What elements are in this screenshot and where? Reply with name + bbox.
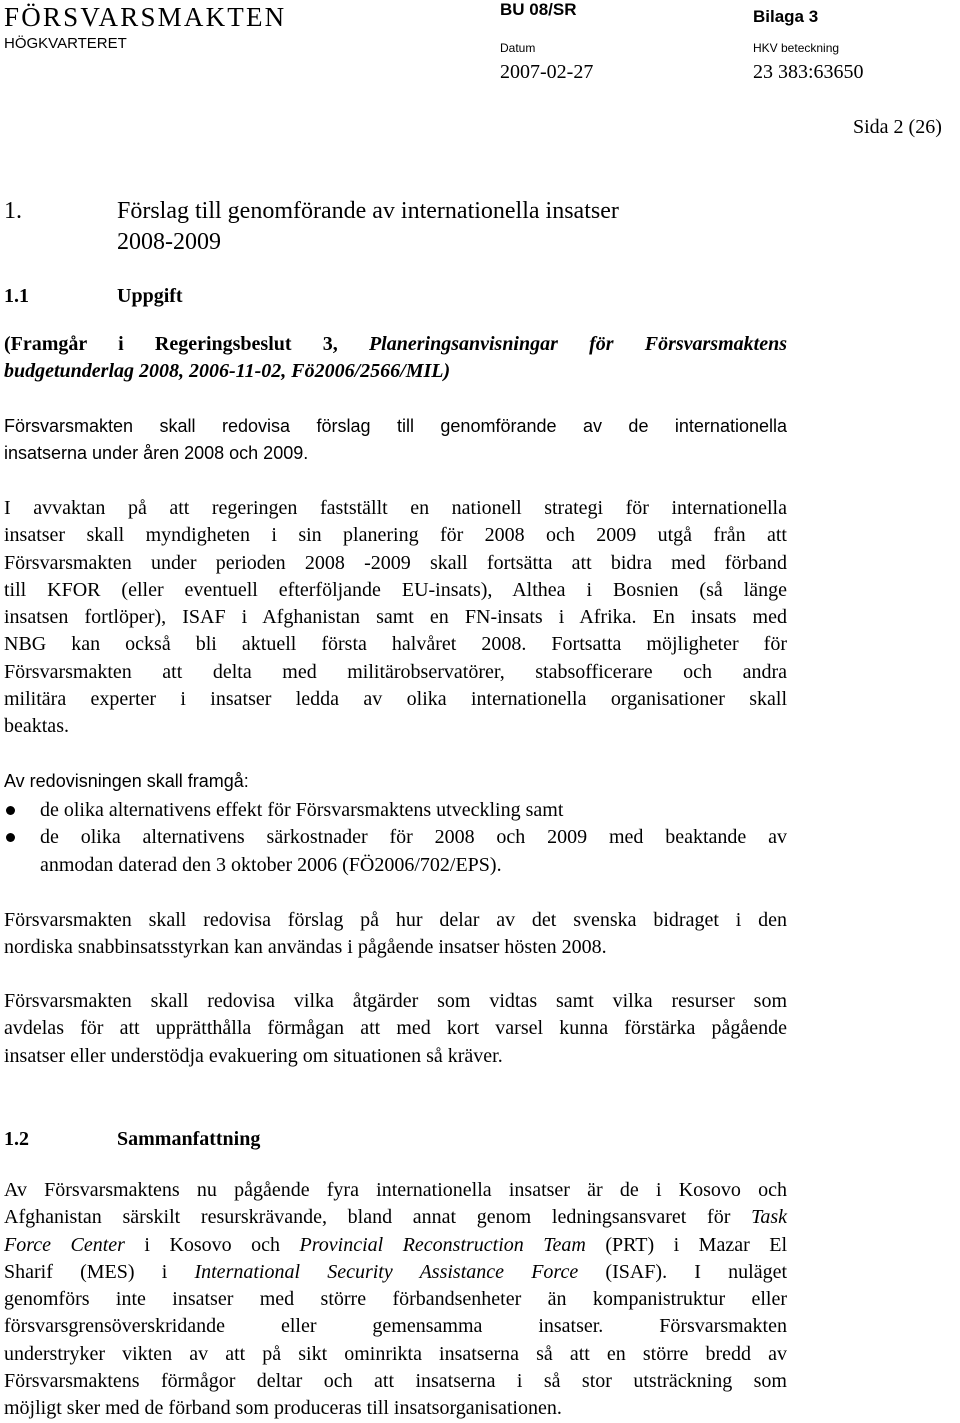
text-line: till KFOR (eller eventuell efterföljande EU-insats), Althea i Bosnien (så länge (4, 578, 787, 601)
text-line: Försvarsmakten skall redovisa förslag på hur delar av det svenska bidraget i den (4, 909, 787, 931)
appendix-label: Bilaga 3 (753, 7, 819, 26)
italic-term: International Security Assistance Force (194, 1260, 579, 1283)
reference-label: HKV beteckning (753, 41, 840, 55)
text-line: beaktas. (4, 715, 69, 738)
section-1-1-title: Uppgift (117, 285, 183, 307)
text-line: NBG kan också bli aktuell första halvåret 2008. Fortsatta möjligheter för (4, 633, 787, 656)
text-line: Försvarsmakten under perioden 2008 -2009 skall fortsätta att bidra med förband (4, 551, 787, 574)
text-line (4, 331, 787, 358)
section-1-title-line2: 2008-2009 (117, 229, 221, 255)
text-run: Afghanistan särskilt resurskrävande, bland annat genom ledningsansvaret för (4, 1206, 731, 1229)
text-line: möjligt sker med de förband som produceras till insatsorganisationen. (4, 1397, 562, 1420)
bullet-icon (6, 806, 15, 815)
reference-italic: Planeringsanvisningar för Försvarsmaktens (368, 333, 787, 355)
org-name: FÖRSVARSMAKTEN (4, 2, 287, 32)
italic-term: Force Center (4, 1233, 125, 1256)
text-line: de olika alternativens effekt för Försvarsmaktens utveckling samt (40, 799, 564, 821)
text-line: Av Försvarsmaktens nu pågående fyra internationella insatser är de i Kosovo och (4, 1179, 787, 1201)
org-unit: HÖGKVARTERET (4, 35, 127, 52)
text-line: Försvarsmakten skall redovisa förslag till genomförande av de internationella (4, 416, 787, 436)
italic-term: Provincial Reconstruction Team (299, 1233, 586, 1256)
text-run: (PRT) i Mazar El (605, 1233, 788, 1256)
list-item (4, 824, 787, 879)
text-line: insatserna under åren 2008 och 2009. (4, 443, 309, 464)
date-value: 2007-02-27 (500, 61, 594, 83)
regulation-reference (4, 331, 787, 386)
text-line (4, 1259, 787, 1286)
section-1-2-title: Sammanfattning (117, 1128, 261, 1150)
bullet-icon (6, 833, 15, 842)
text-line: budgetunderlag 2008, 2006-11-02, Fö2006/2566/MIL) (4, 360, 451, 383)
text-line: anmodan daterad den 3 oktober 2006 (FÖ2006/702/EPS). (40, 853, 502, 876)
text-line (4, 1232, 787, 1259)
section-1-number: 1. (4, 198, 22, 224)
paragraph-summary (4, 1177, 787, 1423)
paragraph-task (4, 413, 787, 468)
text-line: de olika alternativens särkostnader för 2008 och 2009 med beaktande av (40, 826, 787, 849)
italic-term: Task (751, 1206, 788, 1229)
page-number: Sida 2 (26) (853, 116, 942, 138)
section-1-title: Förslag till genomförande av internationella insatser (117, 198, 619, 224)
text-line: insatser eller understödja evakuering om situationen så kräver. (4, 1044, 503, 1067)
text-line: Försvarsmaktens förmågor deltar och att insatserna i så stor utsträckning som (4, 1370, 787, 1393)
list-item (4, 797, 787, 824)
text-line: Försvarsmakten skall redovisa vilka åtgärder som vidtas samt vilka resurser som (4, 990, 787, 1012)
text-line: försvarsgrensöverskridande eller gemensamma insatser. Försvarsmakten (4, 1315, 787, 1338)
reference-value: 23 383:63650 (753, 61, 864, 83)
text-line: genomförs inte insatser med större förbandsenheter än kompanistruktur eller (4, 1288, 787, 1311)
reference-prefix: (Framgår i Regeringsbeslut 3, (4, 333, 369, 355)
text-line: Av redovisningen skall framgå: (4, 771, 249, 791)
paragraph-measures (4, 988, 787, 1070)
text-line: nordiska snabbinsatsstyrkan kan användas i pågående insatser hösten 2008. (4, 936, 607, 959)
text-line: Försvarsmakten att delta med militärobservatörer, stabsofficerare och andra (4, 660, 787, 683)
text-line: insatsen fortlöper), ISAF i Afghanistan samt en FN-insats i Afrika. En insats med (4, 606, 787, 629)
section-1-1-number: 1.1 (4, 285, 29, 307)
text-run: (ISAF). I nuläget (605, 1260, 788, 1283)
text-line: avdelas för att upprätthålla förmågan att med kort varsel kunna förstärka pågående (4, 1017, 787, 1040)
date-label: Datum (500, 41, 536, 55)
text-run: i Kosovo och (144, 1233, 281, 1256)
section-1-2-number: 1.2 (4, 1128, 29, 1150)
paragraph-nordic-force (4, 907, 787, 962)
text-line (4, 1204, 787, 1231)
text-line: insatser skall myndigheten i sin planering för 2008 och 2009 utgå från att (4, 524, 787, 547)
text-run: Sharif (MES) i (4, 1260, 168, 1283)
document-code: BU 08/SR (500, 0, 577, 19)
text-line: militära experter i insatser ledda av olika internationella organisationer skall (4, 688, 787, 711)
list-intro (4, 768, 787, 795)
text-line: understryker vikten av att på sikt ominrikta insatserna så att en större bredd av (4, 1342, 787, 1365)
requirements-list (4, 797, 787, 879)
paragraph-strategy (4, 495, 787, 741)
text-line: I avvaktan på att regeringen fastställt en nationell strategi för internationella (4, 497, 787, 519)
